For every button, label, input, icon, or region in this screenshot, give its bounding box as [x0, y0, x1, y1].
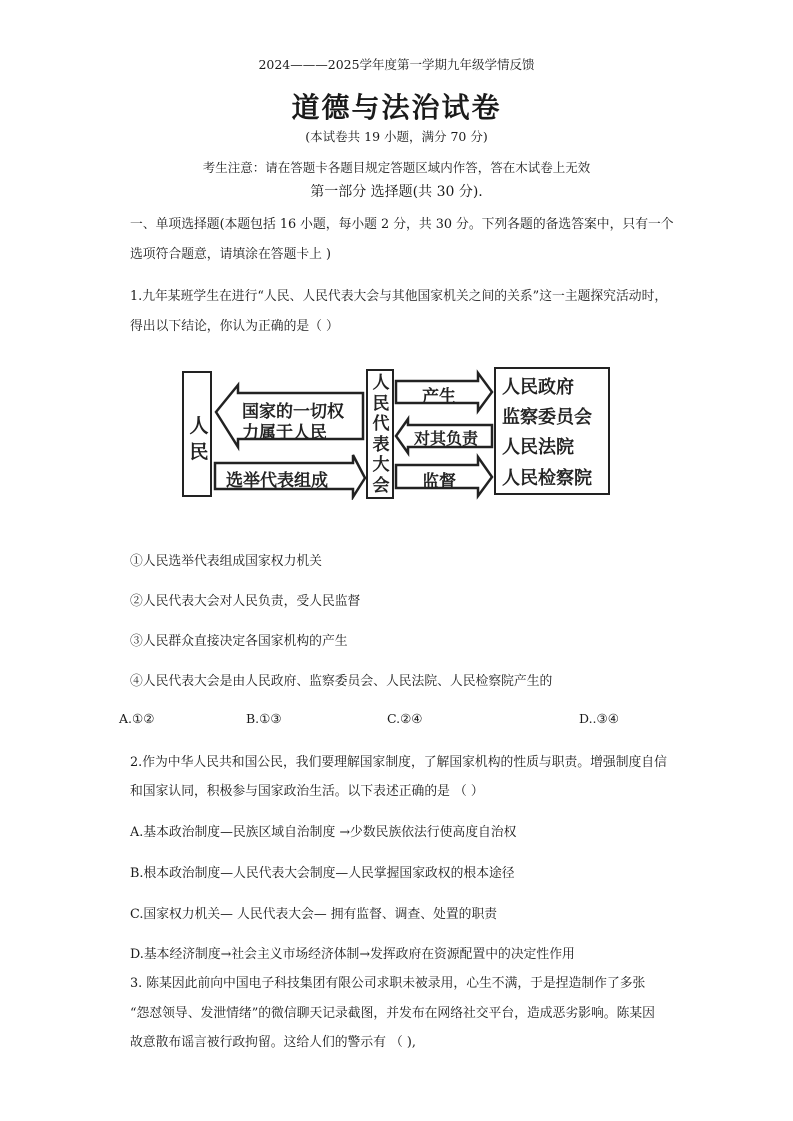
- exam-title: 道德与法治试卷: [291, 91, 502, 124]
- org-supervisory-commission: 监察委员会: [502, 407, 592, 428]
- org-procuratorate: 人民检察院: [502, 468, 592, 489]
- arrow-supervise-label: 监督: [422, 472, 456, 492]
- q2-stem-line1: 2.作为中华人民共和国公民，我们要理解国家制度，了解国家机构的性质与职责。增强制度自信: [130, 755, 667, 770]
- org-court: 人民法院: [502, 437, 574, 458]
- q3-stem-line1: 3. 陈某因此前向中国电子科技集团有限公司求职未被录用，心生不满，于是捏造制作了多张: [130, 976, 646, 991]
- part-heading: 第一部分 选择题(共 30 分).: [310, 184, 483, 200]
- people-box: [182, 371, 212, 497]
- q1-statement-3: ③人民群众直接决定各国家机构的产生: [130, 634, 348, 649]
- npc-label: 人民代表大会: [372, 373, 390, 496]
- q3-stem-line2: “怨怼领导、发泄情绪”的微信聊天记录截图，并发布在网络社交平台，造成恶劣影响。陈某因: [130, 1006, 655, 1021]
- q1-statement-2: ②人民代表大会对人民负责，受人民监督: [130, 594, 361, 609]
- arrow-responsible-label: 对其负责: [414, 429, 479, 448]
- arrow-produce-label: 产生: [422, 387, 456, 407]
- q3-stem-line3: 故意散布谣言被行政拘留。这给人们的警示有 （ ),: [130, 1035, 416, 1050]
- people-label: 人民: [189, 415, 209, 463]
- q1-option-a[interactable]: A.①②: [119, 711, 155, 726]
- q1-relationship-diagram: [182, 365, 612, 500]
- exam-subtitle: (本试卷共 19 小题，满分 70 分): [305, 129, 488, 144]
- arrow-power-label-line1: 国家的一切权: [242, 402, 344, 422]
- org-government: 人民政府: [502, 377, 574, 398]
- section-instructions-line1: 一、单项选择题(本题包括 16 小题，每小题 2 分，共 30 分。下列各题的备选答案中，只有一个: [130, 217, 674, 232]
- section-instructions-line2: 选项符合题意，请填涂在答题卡上 ): [130, 247, 332, 262]
- q1-stem-line2: 得出以下结论，你认为正确的是（ ）: [130, 319, 339, 334]
- q2-stem-line2: 和国家认同，积极参与国家政治生活。以下表述正确的是 （ ）: [130, 784, 484, 799]
- state-organs-box: [494, 367, 610, 495]
- npc-box: [366, 369, 394, 499]
- q1-option-b[interactable]: B.①③: [246, 711, 282, 726]
- arrow-elect-label: 选举代表组成: [226, 471, 328, 491]
- q2-option-c[interactable]: C.国家权力机关— 人民代表大会— 拥有监督、调查、处置的职责: [130, 907, 498, 922]
- arrow-power-label-line2: 力属于人民: [242, 423, 327, 443]
- exam-notice: 考生注意：请在答题卡各题目规定答题区域内作答，答在木试卷上无效: [202, 160, 591, 175]
- q2-option-b[interactable]: B.根本政治制度—人民代表大会制度—人民掌握国家政权的根本途径: [130, 866, 515, 881]
- q1-statement-1: ①人民选举代表组成国家权力机关: [130, 554, 322, 569]
- q2-option-d[interactable]: D.基本经济制度→社会主义市场经济体制→发挥政府在资源配置中的决定性作用: [130, 947, 575, 962]
- exam-year-line: 2024———2025学年度第一学期九年级学情反馈: [258, 57, 535, 72]
- q2-option-a[interactable]: A.基本政治制度—民族区域自治制度 →少数民族依法行使高度自治权: [130, 825, 517, 840]
- q1-option-c[interactable]: C.②④: [387, 711, 423, 726]
- q1-stem-line1: 1.九年某班学生在进行“人民、人民代表大会与其他国家机关之间的关系”这一主题探究活动时，: [130, 289, 668, 304]
- q1-option-d[interactable]: D..③④: [579, 711, 619, 726]
- q1-statement-4: ④人民代表大会是由人民政府、监察委员会、人民法院、人民检察院产生的: [130, 674, 553, 689]
